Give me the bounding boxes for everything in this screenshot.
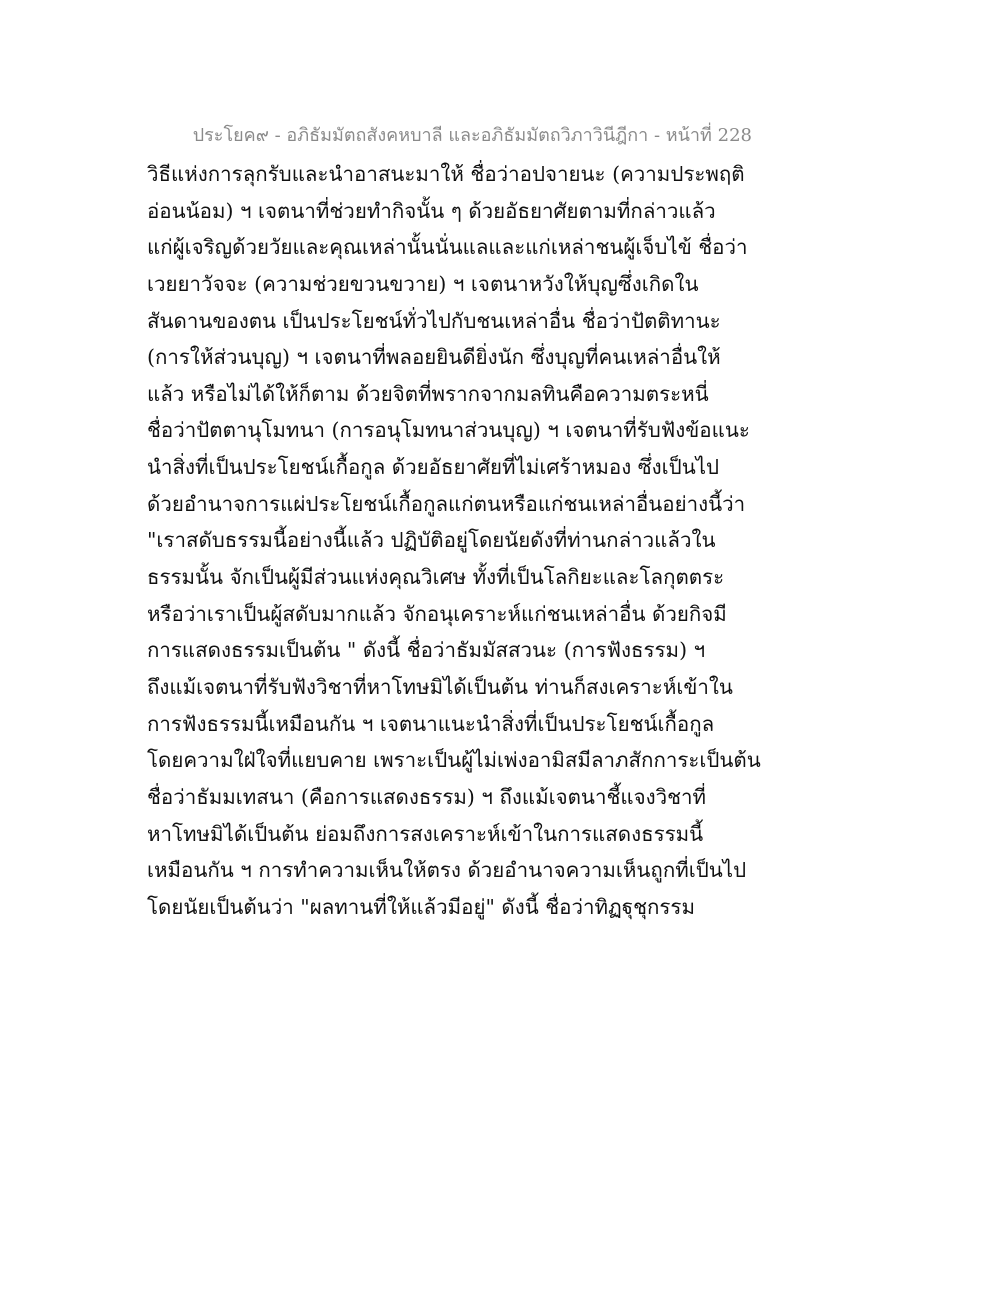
body-text [147, 156, 761, 925]
text-line: โดยนัยเป็นต้นว่า "ผลทานที่ให้แล้วมีอยู่" ดังนี้ ชื่อว่าทิฏฐุชุกรรม [147, 894, 695, 919]
text-line: ถึงแม้เจตนาที่รับฟังวิชาที่หาโทษมิได้เป็นต้น ท่านก็สงเคราะห์เข้าใน [147, 674, 733, 699]
text-line: หาโทษมิได้เป็นต้น ย่อมถึงการสงเคราะห์เข้าในการแสดงธรรมนี้ [147, 821, 704, 846]
text-line: การฟังธรรมนี้เหมือนกัน ฯ เจตนาแนะนำสิ่งที่เป็นประโยชน์เกื้อกูล [147, 711, 715, 736]
text-line: อ่อนน้อม) ฯ เจตนาที่ช่วยทำกิจนั้น ๆ ด้วยอัธยาศัยตามที่กล่าวแล้ว [147, 198, 716, 223]
text-line: (การให้ส่วนบุญ) ฯ เจตนาที่พลอยยินดียิ่งนัก ซึ่งบุญที่คนเหล่าอื่นให้ [147, 345, 721, 370]
text-line: แล้ว หรือไม่ได้ให้ก็ตาม ด้วยจิตที่พรากจากมลทินคือความตระหนี่ [147, 381, 709, 406]
text-line: แก่ผู้เจริญด้วยวัยและคุณเหล่านั้นนั่นแลและแก่เหล่าชนผู้เจ็บไข้ ชื่อว่า [147, 235, 748, 260]
text-line: วิธีแห่งการลุกรับและนำอาสนะมาให้ ชื่อว่าอปจายนะ (ความประพฤติ [147, 162, 745, 186]
text-line: "เราสดับธรรมนี้อย่างนี้แล้ว ปฏิบัติอยู่โดยนัยดังที่ท่านกล่าวแล้วใน [147, 528, 716, 553]
text-line: สันดานของตน เป็นประโยชน์ทั่วไปกับชนเหล่าอื่น ชื่อว่าปัตติทานะ [147, 308, 721, 333]
text-line: ด้วยอำนาจการแผ่ประโยชน์เกื้อกูลแก่ตนหรือแก่ชนเหล่าอื่นอย่างนี้ว่า [147, 491, 746, 516]
text-line: หรือว่าเราเป็นผู้สดับมากแล้ว จักอนุเคราะห์แก่ชนเหล่าอื่น ด้วยกิจมี [147, 601, 727, 626]
text-line: การแสดงธรรมเป็นต้น " ดังนี้ ชื่อว่าธัมมัสสวนะ (การฟังธรรม) ฯ [147, 638, 706, 663]
text-line: นำสิ่งที่เป็นประโยชน์เกื้อกูล ด้วยอัธยาศัยที่ไม่เศร้าหมอง ซึ่งเป็นไป [147, 455, 720, 480]
page-header: ประโยค๙ - อภิธัมมัตถสังคหบาลี และอภิธัมมัตถวิภาวินีฎีกา - หน้าที่ 228 [192, 125, 752, 146]
text-line: ชื่อว่าปัตตานุโมทนา (การอนุโมทนาส่วนบุญ) ฯ เจตนาที่รับฟังข้อแนะ [147, 418, 750, 443]
text-line: ธรรมนั้น จักเป็นผู้มีส่วนแห่งคุณวิเศษ ทั้งที่เป็นโลกิยะและโลกุตตระ [147, 565, 725, 590]
text-line: ชื่อว่าธัมมเทสนา (คือการแสดงธรรม) ฯ ถึงแม้เจตนาชี้แจงวิชาที่ [147, 784, 707, 809]
text-line: เวยยาวัจจะ (ความช่วยขวนขวาย) ฯ เจตนาหวังให้บุญซึ่งเกิดใน [147, 271, 699, 296]
text-line: โดยความใฝ่ใจที่แยบคาย เพราะเป็นผู้ไม่เพ่งอามิสมีลาภสักการะเป็นต้น [147, 748, 761, 773]
text-line: เหมือนกัน ฯ การทำความเห็นให้ตรง ด้วยอำนาจความเห็นถูกที่เป็นไป [147, 858, 747, 883]
